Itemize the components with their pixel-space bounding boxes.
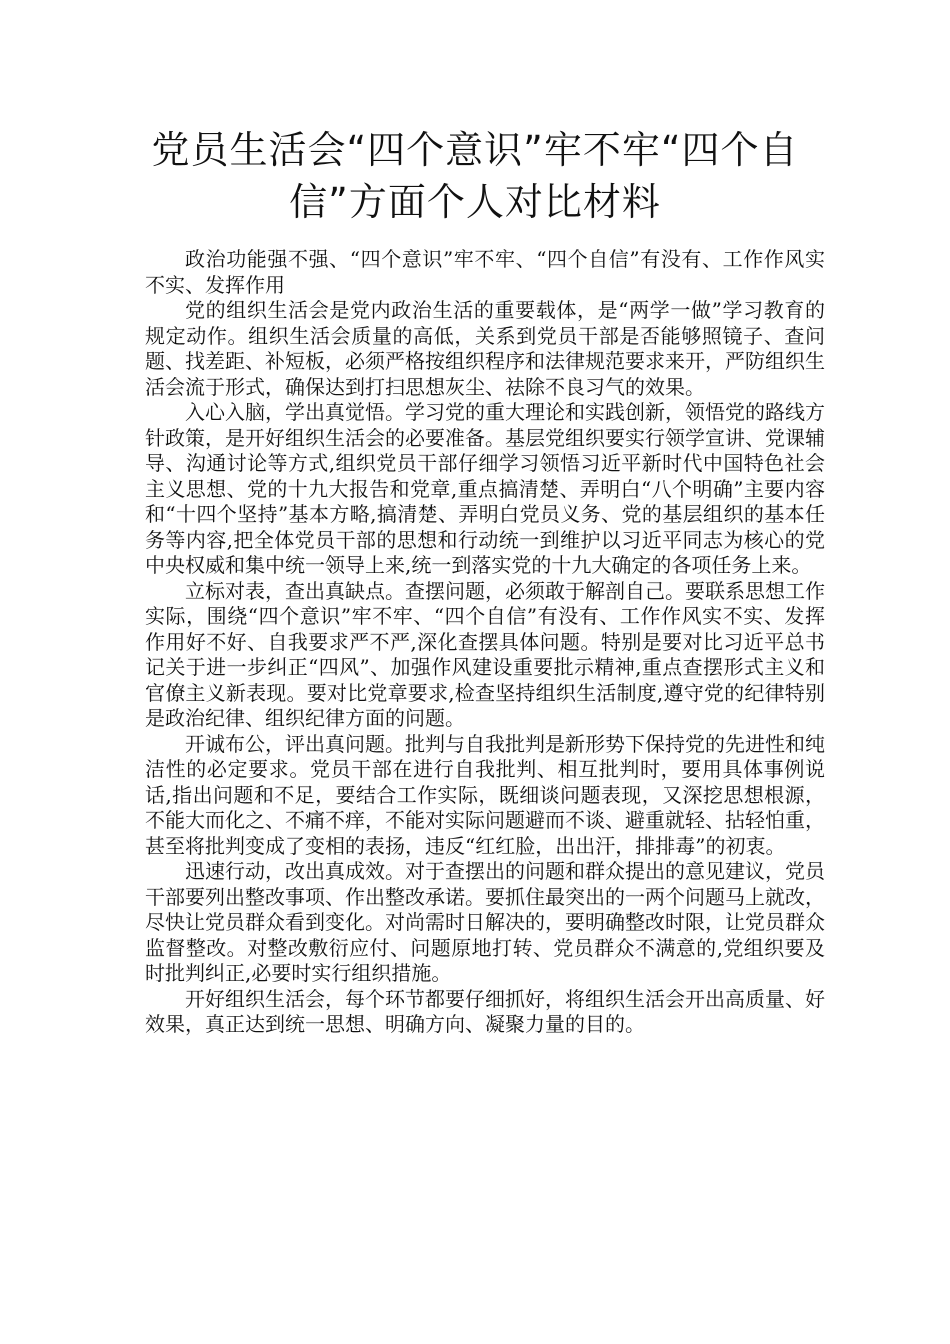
- paragraph-rectification: 迅速行动，改出真成效。对于查摆出的问题和群众提出的意见建议，党员干部要列出整改事项、作出整改承诺。要抓住最突出的一两个问题马上就改，尽快让党员群众看到变化。对尚需时日解决的，要明确整改时限，让党员群众监督整改。对整改敷衍应付、问题原地打转、党员群众不满意的,党组织要及时批判纠正,必要时实行组织措施。: [145, 859, 825, 985]
- document-title: 党员生活会“四个意识”牢不牢“四个自信”方面个人对比材料: [151, 128, 799, 224]
- paragraph-self-check: 立标对表，查出真缺点。查摆问题，必须敢于解剖自己。要联系思想工作实际，围绕“四个意识”牢不牢、“四个自信”有没有、工作作风实不实、发挥作用好不好、自我要求严不严,深化查摆具体问题。特别是要对比习近平总书记关于进一步纠正“四风”、加强作风建设重要批示精神,重点查摆形式主义和官僚主义新表现。要对比党章要求,检查坚持组织生活制度,遵守党的纪律特别是政治纪律、组织纪律方面的问题。: [145, 578, 825, 730]
- paragraph-study: 入心入脑，学出真觉悟。学习党的重大理论和实践创新，领悟党的路线方针政策，是开好组织生活会的必要准备。基层党组织要实行领学宣讲、党课辅导、沟通讨论等方式,组织党员干部仔细学习领悟习近平新时代中国特色社会主义思想、党的十九大报告和党章,重点搞清楚、弄明白“八个明确”主要内容和“十四个坚持”基本方略,搞清楚、弄明白党员义务、党的基层组织的基本任务等内容,把全体党员干部的思想和行动统一到维护以习近平同志为核心的党中央权威和集中统一领导上来,统一到落实党的十九大确定的各项任务上来。: [145, 400, 825, 577]
- paragraph-criticism: 开诚布公，评出真问题。批判与自我批判是新形势下保持党的先进性和纯洁性的必定要求。党员干部在进行自我批判、相互批判时，要用具体事例说话,指出问题和不足，要结合工作实际，既细谈问题表现，又深挖思想根源，不能大而化之、不痛不痒，不能对实际问题避而不谈、避重就轻、拈轻怕重，甚至将批判变成了变相的表扬，违反“红红脸，出出汗，排排毒”的初衷。: [145, 731, 825, 858]
- paragraph-overview: 党的组织生活会是党内政治生活的重要载体，是“两学一做”学习教育的规定动作。组织生活会质量的高低，关系到党员干部是否能够照镜子、查问题、找差距、补短板，必须严格按组织程序和法律规范要求来开，严防组织生活会流于形式，确保达到打扫思想灰尘、祛除不良习气的效果。: [145, 298, 825, 399]
- paragraph-conclusion: 开好组织生活会，每个环节都要仔细抓好，将组织生活会开出高质量、好效果，真正达到统一思想、明确方向、凝聚力量的目的。: [145, 986, 825, 1036]
- document-body: [145, 247, 825, 1038]
- paragraph-intro: 政治功能强不强、“四个意识”牢不牢、“四个自信”有没有、工作作风实不实、发挥作用: [145, 247, 825, 297]
